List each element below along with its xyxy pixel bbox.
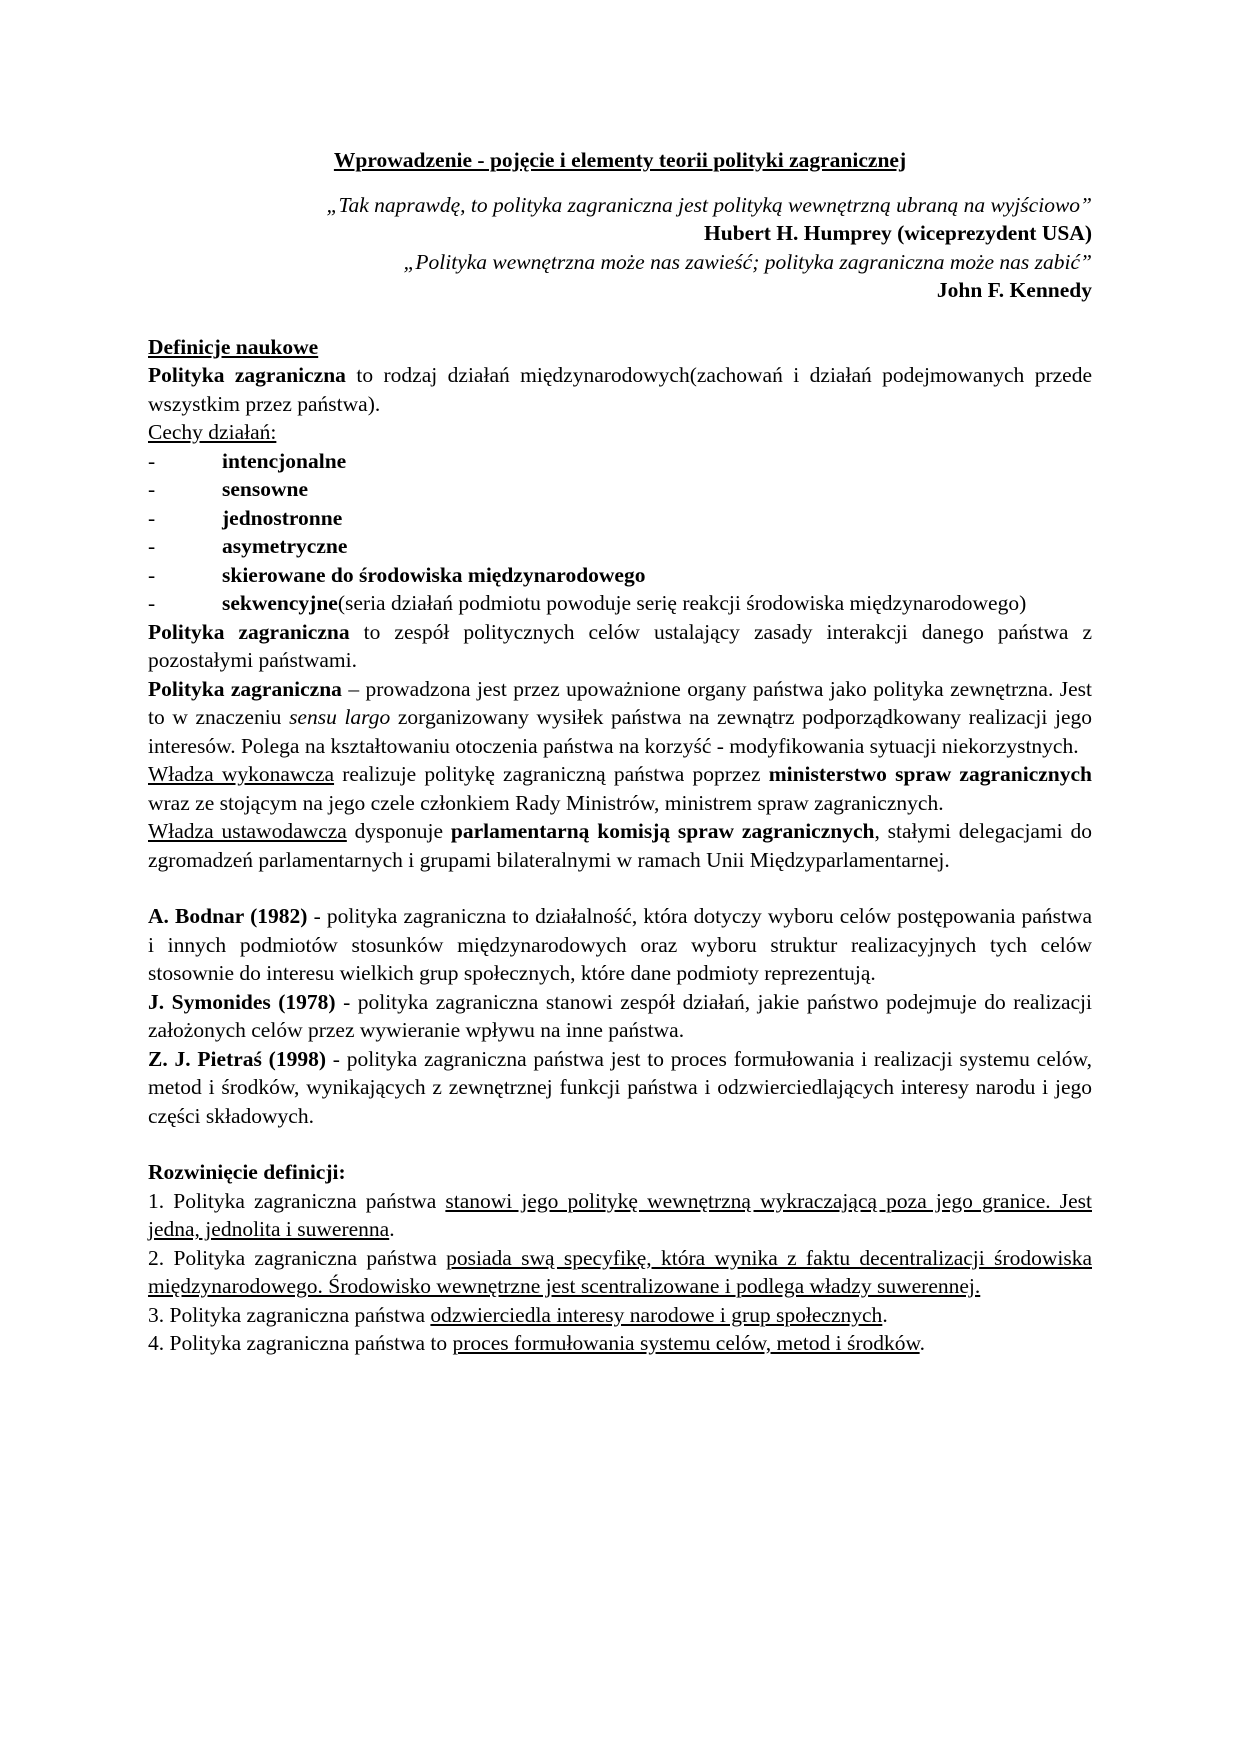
list-dash: - xyxy=(148,448,156,473)
definition-text: – prowadzona jest przez upoważnione organy państwa jako polityka zewnętrzna. Jest to w znaczeniu xyxy=(148,676,1092,729)
list-item-text: sensowne xyxy=(222,477,309,501)
numbered-item-suffix: . xyxy=(919,1331,925,1355)
definition-italic: sensu largo xyxy=(289,705,391,729)
definition-text: zorganizowany wysiłek państwa na zewnątrz podporządkowany realizacji jego interesów. Polega na kształtowaniu otoczenia państwa na korzyść - modyfikowania sytuacji niekorzystnych. xyxy=(148,705,1093,758)
author-text: - polityka zagraniczna stanowi zespół działań, jakie państwo podejmuje do realizacji założonych celów przez wywieranie wpływu na inne państwa. xyxy=(148,989,1092,1042)
paragraph-text: , stałymi delegacjami do zgromadzeń parlamentarnych i grupami bilateralnymi w ramach Unii Międzyparlamentarnej. xyxy=(148,819,1092,872)
quote-1-author: Hubert H. Humprey (wiceprezydent USA) xyxy=(704,221,1092,245)
legislative-term: Władza ustawodawcza xyxy=(148,819,347,843)
list-dash: - xyxy=(148,591,156,615)
definition-text: to rodzaj działań międzynarodowych(zachowań i działań podejmowanych przede wszystkim przez państwa). xyxy=(148,363,1092,416)
list-item xyxy=(148,561,1092,590)
numbered-item-underlined: posiada swą specyfikę, która wynika z faktu decentralizacji środowiska międzynarodowego. Środowisko wewnętrzne jest scentralizowane i podlega władzy suwerennej. xyxy=(148,1245,1092,1298)
definition-paragraph-3 xyxy=(148,675,1092,761)
list-item-text: jednostronne xyxy=(222,505,343,530)
list-item xyxy=(148,504,1092,533)
paragraph-text: wraz ze stojącym na jego czele członkiem Rady Ministrów, ministrem spraw zagranicznych. xyxy=(148,790,944,815)
spacer xyxy=(148,874,1092,902)
list-item xyxy=(148,589,1092,618)
list-dash: - xyxy=(148,477,156,501)
executive-paragraph xyxy=(148,760,1092,817)
quote-1: „Tak naprawdę, to polityka zagraniczna jest polityką wewnętrzną ubraną na wyjściowo” xyxy=(326,192,1092,217)
list-dash: - xyxy=(148,562,156,587)
list-dash: - xyxy=(148,505,156,530)
author-definition xyxy=(148,988,1092,1045)
features-label: Cechy działań: xyxy=(148,420,277,444)
document-title: Wprowadzenie - pojęcie i elementy teorii polityki zagranicznej xyxy=(333,148,907,172)
commission-term: parlamentarną komisją spraw zagranicznych xyxy=(450,819,875,843)
author-text: - polityka zagraniczna to działalność, która dotyczy wyboru celów postępowania państwa i innych podmiotów stosunków międzynarodowych oraz wyboru struktur realizacyjnych tych celów stosownie do interesu wielkich grup społecznych, które dane podmioty reprezentują. xyxy=(148,904,1092,985)
definition-term: Polityka zagraniczna xyxy=(148,619,350,644)
author-definition xyxy=(148,1045,1092,1131)
numbered-item xyxy=(148,1187,1092,1244)
definition-term: Polityka zagraniczna xyxy=(148,363,346,387)
definition-term: Polityka zagraniczna xyxy=(148,676,342,701)
numbered-item-prefix: 3. Polityka zagraniczna państwa xyxy=(148,1302,431,1327)
list-item-detail: (seria działań podmiotu powoduje serię reakcji środowiska międzynarodowego) xyxy=(337,591,1027,615)
list-dash: - xyxy=(148,534,156,558)
numbered-item xyxy=(148,1329,1092,1358)
list-item xyxy=(148,447,1092,476)
executive-term: Władza wykonawcza xyxy=(148,762,335,786)
section-heading-definitions: Definicje naukowe xyxy=(148,334,319,359)
list-item-text: asymetryczne xyxy=(222,534,348,558)
numbered-item-prefix: 4. Polityka zagraniczna państwa to xyxy=(148,1331,453,1355)
definition-paragraph-2 xyxy=(148,618,1092,675)
numbered-item-suffix: . xyxy=(882,1302,888,1327)
section-heading-expansion: Rozwinięcie definicji: xyxy=(148,1160,346,1184)
author-name: J. Symonides (1978) xyxy=(148,989,336,1014)
numbered-item xyxy=(148,1244,1092,1301)
definition-text: to zespół politycznych celów ustalający zasady interakcji danego państwa z pozostałymi państwami. xyxy=(148,619,1092,672)
legislative-paragraph xyxy=(148,817,1092,874)
author-name: Z. J. Pietraś (1998) xyxy=(148,1046,326,1071)
numbered-item-prefix: 2. Polityka zagraniczna państwa xyxy=(148,1245,447,1270)
ministry-term: ministerstwo spraw zagranicznych xyxy=(768,762,1092,786)
author-name: A. Bodnar (1982) xyxy=(148,904,308,928)
numbered-item-prefix: 1. Polityka zagraniczna państwa xyxy=(148,1188,446,1213)
numbered-item-suffix: . xyxy=(389,1217,395,1241)
list-item xyxy=(148,532,1092,561)
author-definition xyxy=(148,902,1092,988)
list-item xyxy=(148,475,1092,504)
numbered-item-underlined: proces formułowania systemu celów, metod i środków xyxy=(452,1331,920,1355)
definition-paragraph-1 xyxy=(148,361,1092,418)
paragraph-text: dysponuje xyxy=(346,819,451,843)
numbered-item-underlined: odzwierciedla interesy narodowe i grup społecznych xyxy=(430,1302,883,1327)
quote-2-author: John F. Kennedy xyxy=(936,278,1092,302)
paragraph-text: realizuje politykę zagraniczną państwa poprzez xyxy=(334,762,769,786)
quote-2: „Polityka wewnętrzna może nas zawieść; polityka zagraniczna może nas zabić” xyxy=(403,249,1092,274)
author-text: - polityka zagraniczna państwa jest to proces formułowania i realizacji systemu celów, metod i środków, wynikających z zewnętrznej funkcji państwa i odzwierciedlających interesy narodu i jego części składowych. xyxy=(148,1046,1092,1128)
document-body xyxy=(148,146,1092,1358)
numbered-item-underlined: stanowi jego politykę wewnętrzną wykraczającą poza jego granice. Jest jedna, jednolita i suwerenna xyxy=(148,1188,1092,1241)
numbered-item xyxy=(148,1301,1092,1330)
spacer xyxy=(148,1130,1092,1158)
list-item-text: intencjonalne xyxy=(222,448,347,473)
list-item-text: sekwencyjne xyxy=(222,591,338,615)
list-item-text: skierowane do środowiska międzynarodowego xyxy=(222,562,646,587)
